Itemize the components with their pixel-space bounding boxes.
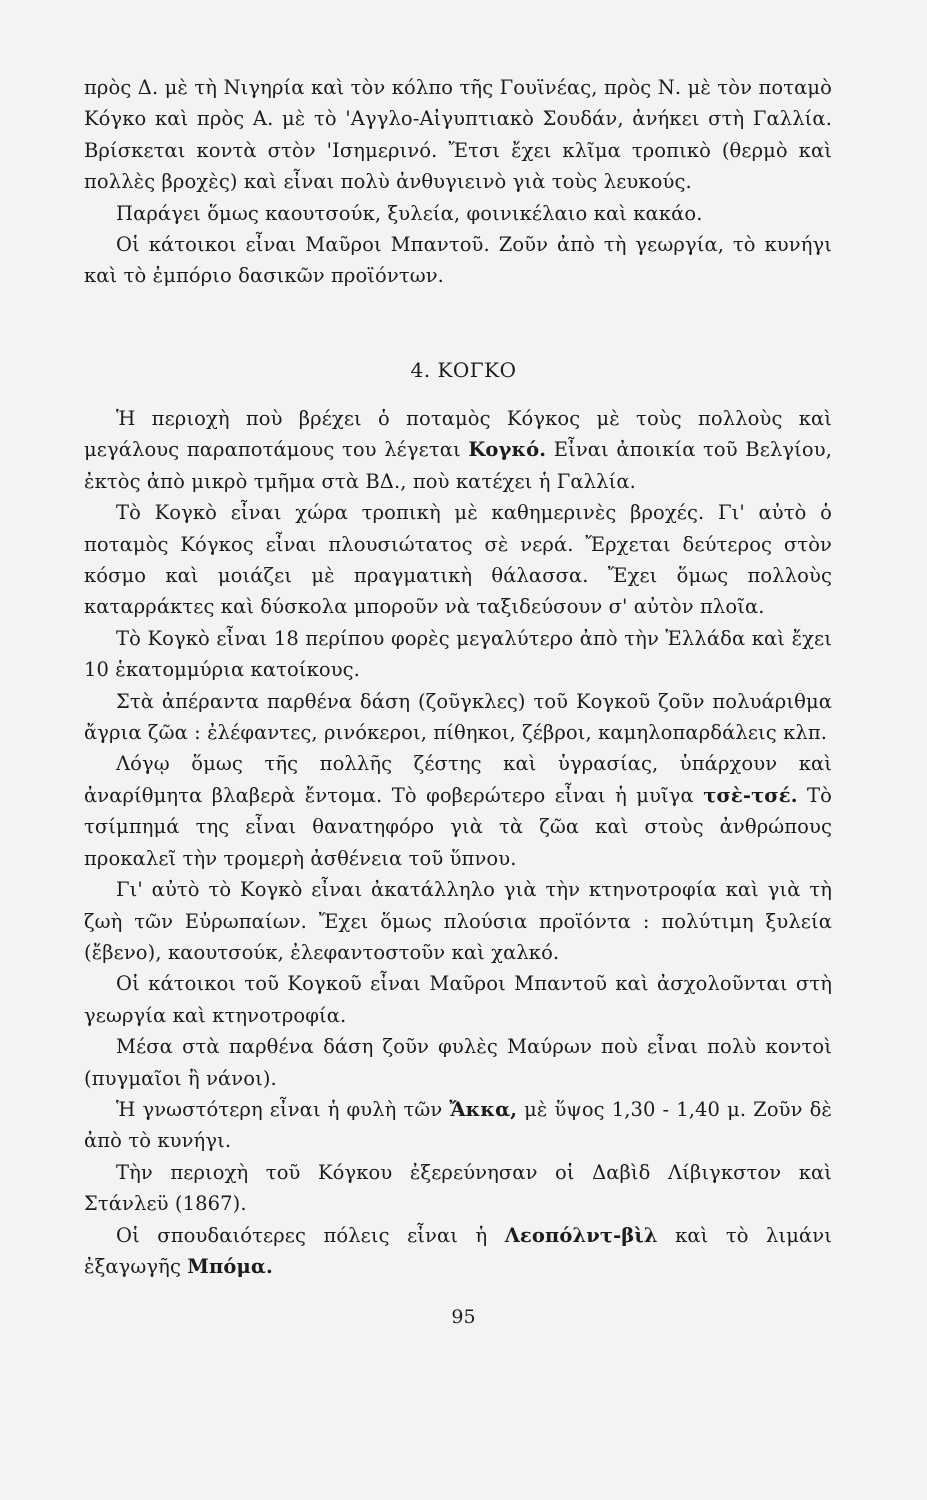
text-run: Τὸ τσίμπημά της εἶναι θανατηφόρο γιὰ τὰ ζῶα καὶ στοὺς ἀνθρώπους προκαλεῖ τὴν τρομερὴ ἀσθένεια τοῦ ὕπνου. <box>84 783 832 870</box>
paragraph <box>84 748 832 874</box>
paragraph: Παράγει ὅμως καουτσούκ, ξυλεία, φοινικέλαιο καὶ κακάο. <box>116 201 703 225</box>
bold-term: Κογκό. <box>468 438 547 462</box>
paragraph: πρὸς Δ. μὲ τὴ Νιγηρία καὶ τὸν κόλπο τῆς Γουϊνέας, πρὸς Ν. μὲ τὸν ποταμὸ Κόγκο καὶ πρὸς Α. μὲ τὸ 'Αγγλο-Αἰγυπτιακὸ Σουδάν, ἀνήκει στὴ Γαλλία. Βρίσκεται κοντὰ στὸν 'Ισημερινό. Ἔτσι ἔχει κλῖμα τροπικὸ (θερμὸ καὶ πολλὲς βροχὲς) καὶ εἶναι πολὺ ἀνθυγιεινὸ γιὰ τοὺς λευκούς. <box>84 76 832 194</box>
paragraph: Τὴν περιοχὴ τοῦ Κόγκου ἐξερεύνησαν οἱ Δαβὶδ Λίβιγκστον καὶ Στάνλεϋ (1867). <box>84 1160 832 1216</box>
text-run: Εἶναι ἀποικία τοῦ Βελγίου, ἐκτὸς ἀπὸ μικρὸ τμῆμα στὰ ΒΔ., ποὺ κατέχει ἡ Γαλλία. <box>84 438 832 493</box>
paragraph: Οἱ κάτοικοι τοῦ Κογκοῦ εἶναι Μαῦροι Μπαντοῦ καὶ ἀσχολοῦνται στὴ γεωργία καὶ κτηνοτροφία. <box>84 972 832 1027</box>
section-text-block <box>84 403 832 1282</box>
paragraph <box>84 1094 832 1157</box>
section-heading: 4. ΚΟΓΚΟ <box>410 358 517 382</box>
paragraph <box>84 403 832 497</box>
text-run: Οἱ σπουδαιότερες πόλεις εἶναι ἡ <box>116 1223 505 1247</box>
page-number: 95 <box>451 1306 476 1328</box>
paragraph: Οἱ κάτοικοι εἶναι Μαῦροι Μπαντοῦ. Ζοῦν ἀπὸ τὴ γεωργία, τὸ κυνήγι καὶ τὸ ἐμπόριο δασικῶν προϊόντων. <box>84 233 832 288</box>
paragraph <box>84 1220 832 1283</box>
continued-text-block <box>84 72 832 292</box>
bold-term: Λεοπόλντ-βὶλ <box>504 1223 658 1247</box>
text-run: Ἡ περιοχὴ ποὺ βρέχει ὁ ποταμὸς Κόγκος μὲ τοὺς πολλοὺς καὶ μεγάλους παραποτάμους του λέγεται <box>84 407 832 462</box>
bold-term: τσὲ-τσέ. <box>703 783 798 807</box>
text-run: Λόγῳ ὅμως τῆς πολλῆς ζέστης καὶ ὑγρασίας, ὑπάρχουν καὶ ἀναρίθμητα βλαβερὰ ἔντομα. Τὸ φοβερώτερο εἶναι ἡ μυῖγα <box>84 752 832 807</box>
paragraph: Μέσα στὰ παρθένα δάση ζοῦν φυλὲς Μαύρων ποὺ εἶναι πολὺ κοντοὶ (πυγμαῖοι ἢ νάνοι). <box>84 1035 832 1090</box>
bold-term: Ἄκκα, <box>449 1097 518 1121</box>
paragraph: Στὰ ἀπέραντα παρθένα δάση (ζοῦγκλες) τοῦ Κογκοῦ ζοῦν πολυάριθμα ἄγρια ζῶα : ἐλέφαντες, ρινόκεροι, πίθηκοι, ζέβροι, καμηλοπαρδάλεις κλπ. <box>84 689 832 745</box>
paragraph: Τὸ Κογκὸ εἶναι χώρα τροπικὴ μὲ καθημερινὲς βροχές. Γι' αὐτὸ ὁ ποταμὸς Κόγκος εἶναι πλουσιώτατος σὲ νερά. Ἔρχεται δεύτερος στὸν κόσμο καὶ μοιάζει μὲ πραγματικὴ θάλασσα. Ἔχει ὅμως πολλοὺς καταρράκτες καὶ δύσκολα μποροῦν νὰ ταξιδεύσουν σ' αὐτὸν πλοῖα. <box>84 501 832 619</box>
paragraph: Τὸ Κογκὸ εἶναι 18 περίπου φορὲς μεγαλύτερο ἀπὸ τὴν Ἑλλάδα καὶ ἔχει 10 ἑκατομμύρια κατοίκους. <box>84 626 832 682</box>
text-run: Ἡ γνωστότερη εἶναι ἡ φυλὴ τῶν <box>116 1097 450 1121</box>
text-run: καὶ τὸ λιμάνι ἐξαγωγῆς <box>84 1223 833 1278</box>
paragraph: Γι' αὐτὸ τὸ Κογκὸ εἶναι ἀκατάλληλο γιὰ τὴν κτηνοτροφία καὶ γιὰ τὴ ζωὴ τῶν Εὐρωπαίων. Ἔχει ὅμως πλούσια προϊόντα : πολύτιμη ξυλεία (ἔβενο), καουτσούκ, ἐλεφαντοστοῦν καὶ χαλκό. <box>84 878 832 964</box>
bold-term: Μπόμα. <box>187 1254 273 1278</box>
text-run: μὲ ὕψος 1,30 - 1,40 μ. Ζοῦν δὲ ἀπὸ τὸ κυνήγι. <box>84 1097 832 1153</box>
